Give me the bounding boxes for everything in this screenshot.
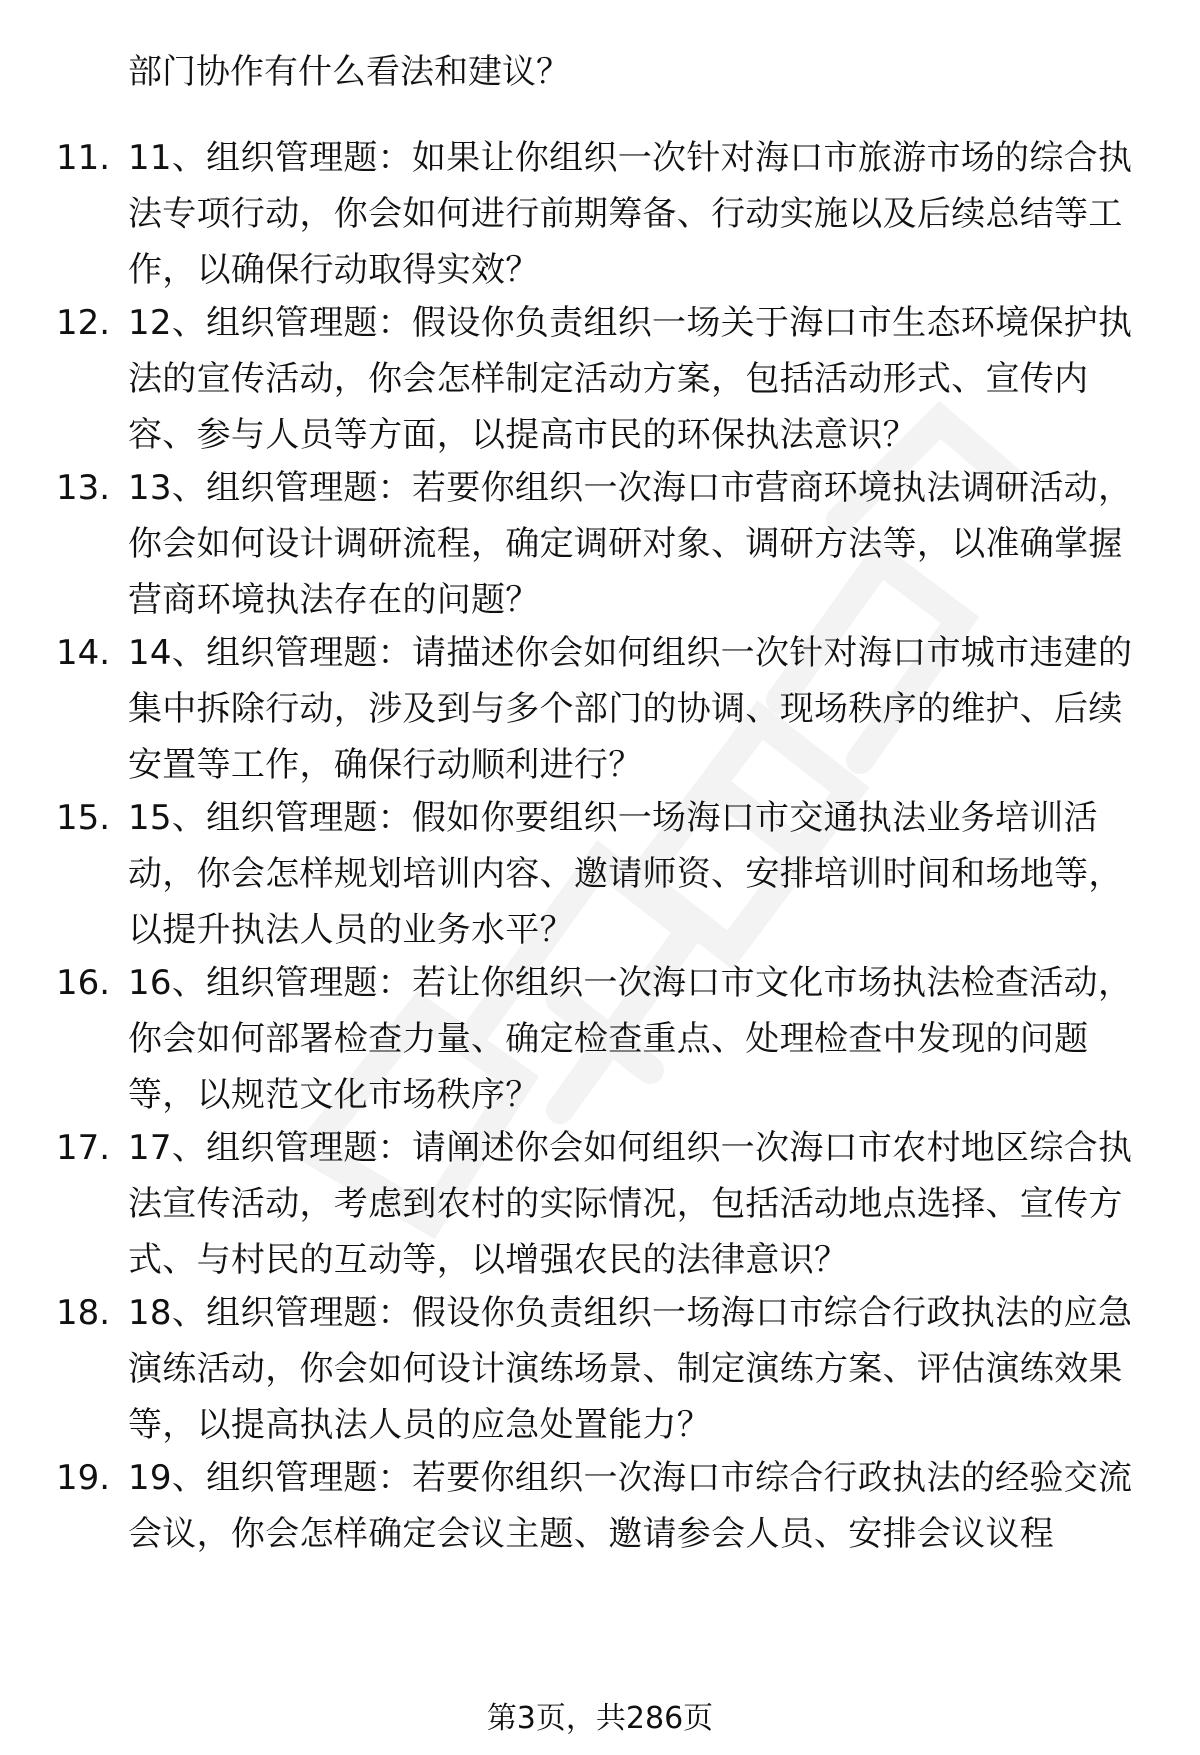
question-text: 13、组织管理题：若要你组织一次海口市营商环境执法调研活动，你会如何设计调研流程，确定调研对象、调研方法等，以准确掌握营商环境执法存在的问题？ bbox=[128, 468, 1133, 620]
question-number: 11. bbox=[56, 138, 111, 178]
question-text: 16、组织管理题：若让你组织一次海口市文化市场执法检查活动，你会如何部署检查力量、确定检查重点、处理检查中发现的问题等，以规范文化市场秩序？ bbox=[128, 963, 1133, 1115]
question-number: 15. bbox=[56, 798, 111, 838]
question-text: 12、组织管理题：假设你负责组织一场关于海口市生态环境保护执法的宣传活动，你会怎样制定活动方案，包括活动形式、宣传内容、参与人员等方面，以提高市民的环保执法意识？ bbox=[128, 303, 1133, 455]
question-number: 13. bbox=[56, 468, 111, 508]
continuation-text: 部门协作有什么看法和建议？ bbox=[128, 52, 570, 92]
question-text: 18、组织管理题：假设你负责组织一场海口市综合行政执法的应急演练活动，你会如何设计演练场景、制定演练方案、评估演练效果等，以提高执法人员的应急处置能力？ bbox=[128, 1293, 1133, 1445]
page-footer: 第3页，共286页 bbox=[486, 1701, 714, 1736]
question-number: 18. bbox=[56, 1293, 111, 1333]
question-number: 12. bbox=[56, 303, 111, 343]
question-number: 14. bbox=[56, 633, 111, 673]
question-number: 19. bbox=[56, 1458, 111, 1498]
question-text: 15、组织管理题：假如你要组织一场海口市交通执法业务培训活动，你会怎样规划培训内容、邀请师资、安排培训时间和场地等，以提升执法人员的业务水平？ bbox=[128, 798, 1123, 950]
question-text: 17、组织管理题：请阐述你会如何组织一次海口市农村地区综合执法宣传活动，考虑到农村的实际情况，包括活动地点选择、宣传方式、与村民的互动等，以增强农民的法律意识？ bbox=[128, 1128, 1133, 1280]
question-number: 17. bbox=[56, 1128, 111, 1168]
question-text: 19、组织管理题：若要你组织一次海口市综合行政执法的经验交流会议，你会怎样确定会议主题、邀请参会人员、安排会议议程 bbox=[128, 1458, 1133, 1554]
question-text: 14、组织管理题：请描述你会如何组织一次针对海口市城市违建的集中拆除行动，涉及到与多个部门的协调、现场秩序的维护、后续安置等工作，确保行动顺利进行？ bbox=[128, 633, 1133, 785]
question-number: 16. bbox=[56, 963, 111, 1003]
question-text: 11、组织管理题：如果让你组织一次针对海口市旅游市场的综合执法专项行动，你会如何进行前期筹备、行动实施以及后续总结等工作，以确保行动取得实效？ bbox=[128, 138, 1133, 290]
